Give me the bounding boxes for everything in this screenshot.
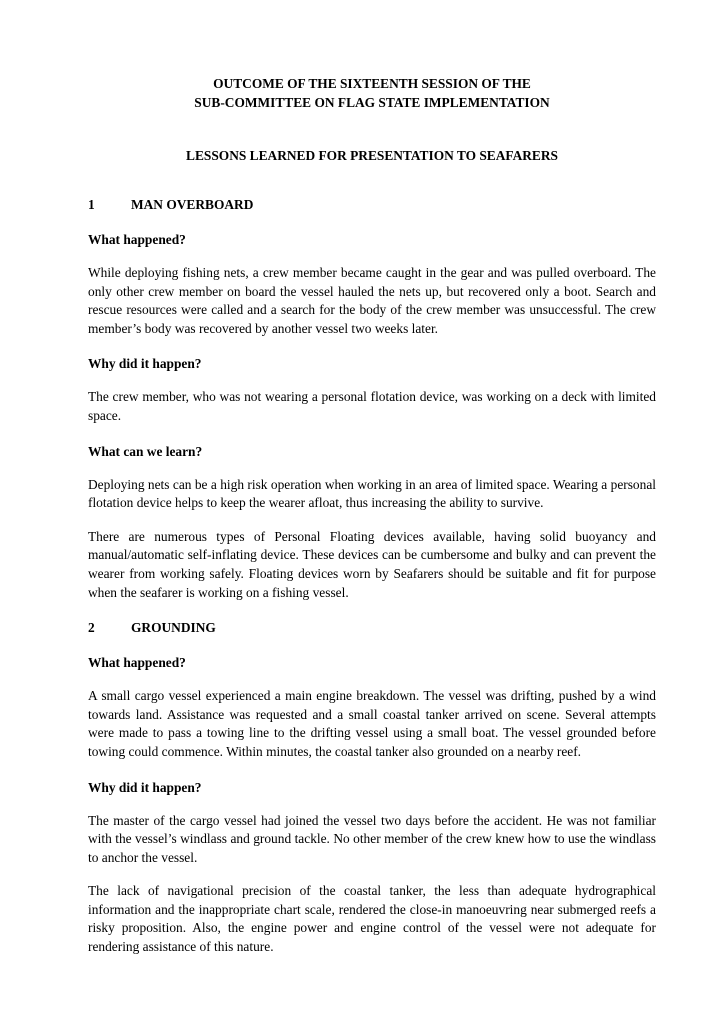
learn-heading: What can we learn? (88, 443, 203, 459)
section-number: 2 (88, 620, 95, 636)
document-title-line-1: OUTCOME OF THE SIXTEENTH SESSION OF THE (213, 76, 531, 91)
section-heading-grounding (88, 618, 656, 637)
section-number: 1 (88, 197, 95, 212)
document-subtitle: LESSONS LEARNED FOR PRESENTATION TO SEAFARERS (186, 148, 558, 163)
section-heading-man-overboard (88, 195, 656, 214)
section-title: MAN OVERBOARD (131, 197, 254, 212)
why-heading: Why did it happen? (88, 779, 202, 795)
why-heading: Why did it happen? (88, 356, 202, 372)
why-paragraph-2: The lack of navigational precision of the coastal tanker, the less than adequate hydrographical information and the inappropriate chart scale, rendered the close-in manoeuvring near submerged reefs a risky proposition. Also, the engine power and engine control of the vessel were not adequate for rendering assistance of this nature. (88, 883, 656, 955)
learn-paragraph-1: Deploying nets can be a high risk operation when working in an area of limited space. Wearing a personal flotation device helps to keep the wearer afloat, thus increasing the ability to survive. (88, 476, 656, 511)
what-happened-heading: What happened? (88, 655, 186, 671)
learn-paragraph-2: There are numerous types of Personal Floating devices available, having solid buoyancy and manual/automatic self-inflating device. These devices can be cumbersome and bulky and can prevent the wearer from working safely. Floating devices worn by Seafarers should be suitable and fit for purpose when the seafarer is working on a fishing vessel. (88, 528, 656, 600)
section-title: GROUNDING (131, 620, 216, 636)
what-happened-heading: What happened? (88, 232, 186, 247)
what-happened-paragraph: While deploying fishing nets, a crew member became caught in the gear and was pulled overboard. The only other crew member on board the vessel hauled the nets up, but recovered only a boot. Search and rescue resources were called and a search for the body of the crew member was unsuccessful. The crew member’s body was recovered by another vessel two weeks later. (88, 265, 656, 336)
what-happened-paragraph: A small cargo vessel experienced a main engine breakdown. The vessel was drifting, pushed by a wind towards land. Assistance was requested and a small coastal tanker arrived on scene. Several attempts were made to pass a towing line to the drifting vessel using a small boat. The vessel grounded before towing could commence. Within minutes, the coastal tanker also grounded on a nearby reef. (88, 688, 656, 759)
document-title-line-2: SUB-COMMITTEE ON FLAG STATE IMPLEMENTATION (194, 95, 550, 110)
why-paragraph-1: The master of the cargo vessel had joined the vessel two days before the accident. He was not familiar with the vessel’s windlass and ground tackle. No other member of the crew knew how to use the windlass to anchor the vessel. (88, 812, 656, 865)
why-paragraph: The crew member, who was not wearing a personal flotation device, was working on a deck with limited space. (88, 389, 656, 423)
